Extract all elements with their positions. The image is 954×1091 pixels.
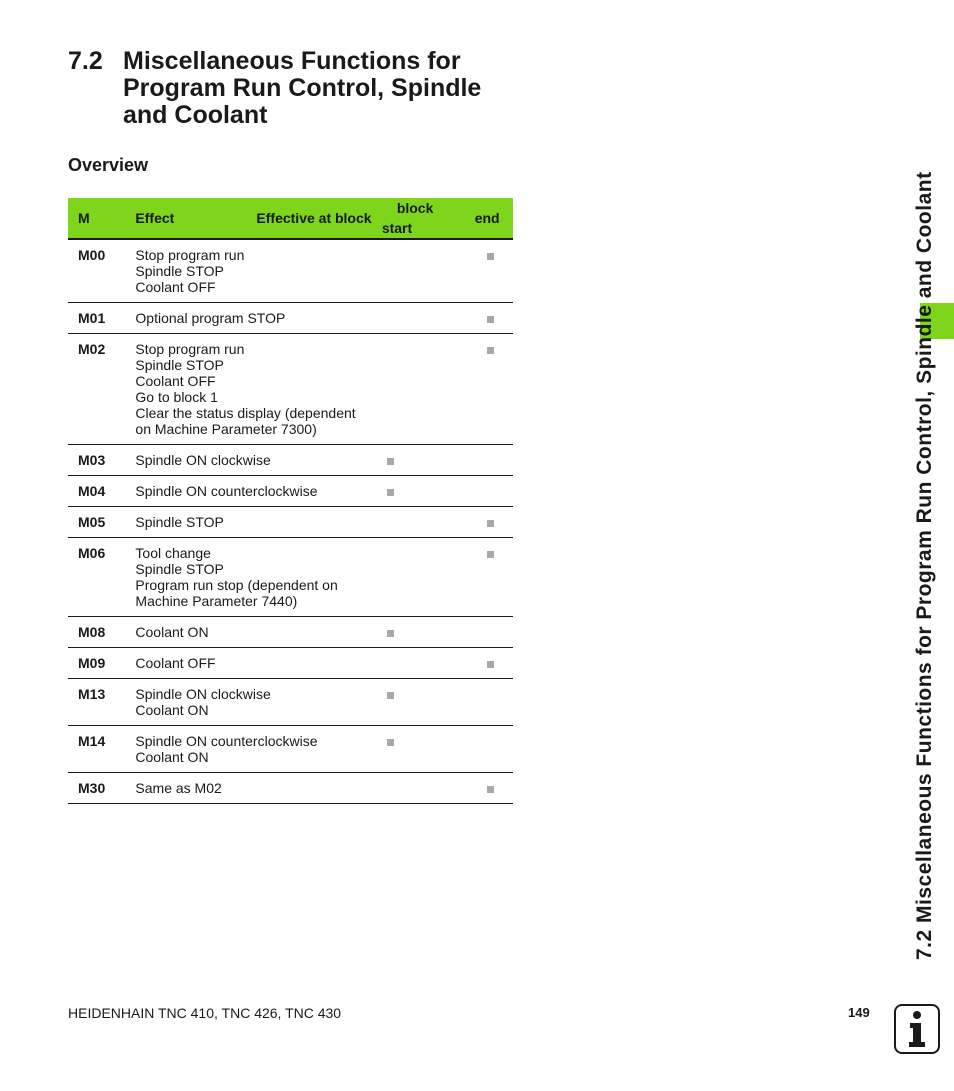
column-header-effect — [135, 198, 381, 239]
column-header-end — [455, 198, 513, 239]
table-row — [68, 507, 513, 538]
block-start-cell — [382, 239, 455, 303]
table-header-row — [68, 198, 513, 239]
table-body — [68, 239, 513, 804]
effect-line: Same as M02 — [135, 780, 222, 796]
block-start-cell — [382, 334, 455, 445]
block-start-cell — [382, 617, 455, 648]
square-mark-icon — [487, 253, 494, 260]
column-header-effective-at: Effective at block — [256, 210, 372, 226]
info-icon-glyph — [902, 1009, 932, 1049]
effect-line: Spindle ON counterclockwise — [135, 483, 318, 499]
block-end-cell — [455, 648, 513, 679]
block-end-cell — [455, 239, 513, 303]
block-start-cell — [382, 445, 455, 476]
m-code: M00 — [68, 239, 135, 303]
square-mark-icon — [487, 551, 494, 558]
column-header-effect-label: Effect — [135, 210, 175, 226]
m-code: M01 — [68, 303, 135, 334]
effect-line: Spindle ON counterclockwise — [135, 733, 318, 749]
m-effect — [135, 334, 381, 445]
column-header-m: M — [68, 198, 135, 239]
column-header-end-label: end — [474, 210, 500, 226]
effect-line: Spindle STOP — [135, 357, 224, 373]
effect-line: Spindle STOP — [135, 561, 224, 577]
m-code: M30 — [68, 773, 135, 804]
block-start-cell — [382, 679, 455, 726]
table-row — [68, 773, 513, 804]
block-start-cell — [382, 303, 455, 334]
m-code: M09 — [68, 648, 135, 679]
block-start-cell — [382, 507, 455, 538]
effect-line: Clear the status display (dependent — [135, 405, 356, 421]
effect-line: Spindle STOP — [135, 263, 224, 279]
m-effect — [135, 538, 381, 617]
square-mark-icon — [387, 630, 394, 637]
effect-line: Spindle ON clockwise — [135, 452, 271, 468]
column-header-block-start — [382, 198, 455, 239]
m-effect — [135, 476, 381, 507]
effect-line: Machine Parameter 7440) — [135, 593, 298, 609]
column-header-block-start-label: block start — [381, 200, 434, 236]
effect-line: Spindle ON clockwise — [135, 686, 271, 702]
effect-line: Stop program run — [135, 247, 245, 263]
m-effect — [135, 445, 381, 476]
m-effect — [135, 507, 381, 538]
effect-line: Spindle STOP — [135, 514, 224, 530]
block-start-cell — [382, 476, 455, 507]
section-title — [68, 48, 528, 129]
square-mark-icon — [487, 316, 494, 323]
table-row — [68, 538, 513, 617]
section-number: 7.2 — [68, 47, 103, 75]
square-mark-icon — [387, 458, 394, 465]
table-row — [68, 303, 513, 334]
m-code: M14 — [68, 726, 135, 773]
m-effect — [135, 648, 381, 679]
block-end-cell — [455, 445, 513, 476]
square-mark-icon — [487, 786, 494, 793]
side-running-title: 7.2 Miscellaneous Functions for Program Run Control, Spindle and Coolant — [913, 171, 936, 960]
m-code: M13 — [68, 679, 135, 726]
section-title-text: Miscellaneous Functions for Program Run Control, Spindle and Coolant — [123, 47, 482, 129]
square-mark-icon — [387, 489, 394, 496]
block-start-cell — [382, 538, 455, 617]
m-functions-table — [68, 198, 513, 804]
footer-product: HEIDENHAIN TNC 410, TNC 426, TNC 430 — [68, 1005, 342, 1021]
m-code: M02 — [68, 334, 135, 445]
block-start-cell — [382, 773, 455, 804]
effect-line: Go to block 1 — [135, 389, 218, 405]
block-end-cell — [455, 726, 513, 773]
effect-line: Program run stop (dependent on — [135, 577, 338, 593]
table-row — [68, 445, 513, 476]
m-effect — [135, 773, 381, 804]
block-end-cell — [455, 773, 513, 804]
square-mark-icon — [387, 692, 394, 699]
effect-line: Coolant OFF — [135, 373, 216, 389]
effect-line: Optional program STOP — [135, 310, 286, 326]
block-end-cell — [455, 334, 513, 445]
table-row — [68, 334, 513, 445]
effect-line: Coolant ON — [135, 624, 209, 640]
table-row — [68, 648, 513, 679]
table-row — [68, 476, 513, 507]
page-number: 149 — [848, 1005, 870, 1020]
effect-line: Coolant OFF — [135, 655, 216, 671]
table-row — [68, 726, 513, 773]
m-effect — [135, 726, 381, 773]
effect-line: on Machine Parameter 7300) — [135, 421, 317, 437]
table-header — [68, 198, 513, 239]
table-row — [68, 617, 513, 648]
square-mark-icon — [487, 347, 494, 354]
effect-line: Coolant ON — [135, 749, 209, 765]
m-code: M03 — [68, 445, 135, 476]
table-row — [68, 239, 513, 303]
block-end-cell — [455, 617, 513, 648]
block-end-cell — [455, 507, 513, 538]
m-effect — [135, 617, 381, 648]
block-start-cell — [382, 648, 455, 679]
block-end-cell — [455, 538, 513, 617]
effect-line: Coolant OFF — [135, 279, 216, 295]
effect-line: Stop program run — [135, 341, 245, 357]
subsection-title: Overview — [68, 155, 149, 175]
m-code: M04 — [68, 476, 135, 507]
block-end-cell — [455, 679, 513, 726]
square-mark-icon — [487, 520, 494, 527]
m-effect — [135, 303, 381, 334]
block-end-cell — [455, 303, 513, 334]
block-end-cell — [455, 476, 513, 507]
effect-line: Coolant ON — [135, 702, 209, 718]
block-start-cell — [382, 726, 455, 773]
m-code: M08 — [68, 617, 135, 648]
m-code: M06 — [68, 538, 135, 617]
m-code: M05 — [68, 507, 135, 538]
m-effect — [135, 239, 381, 303]
table-row — [68, 679, 513, 726]
m-effect — [135, 679, 381, 726]
square-mark-icon — [487, 661, 494, 668]
square-mark-icon — [387, 739, 394, 746]
effect-line: Tool change — [135, 545, 211, 561]
info-icon — [894, 1004, 940, 1054]
